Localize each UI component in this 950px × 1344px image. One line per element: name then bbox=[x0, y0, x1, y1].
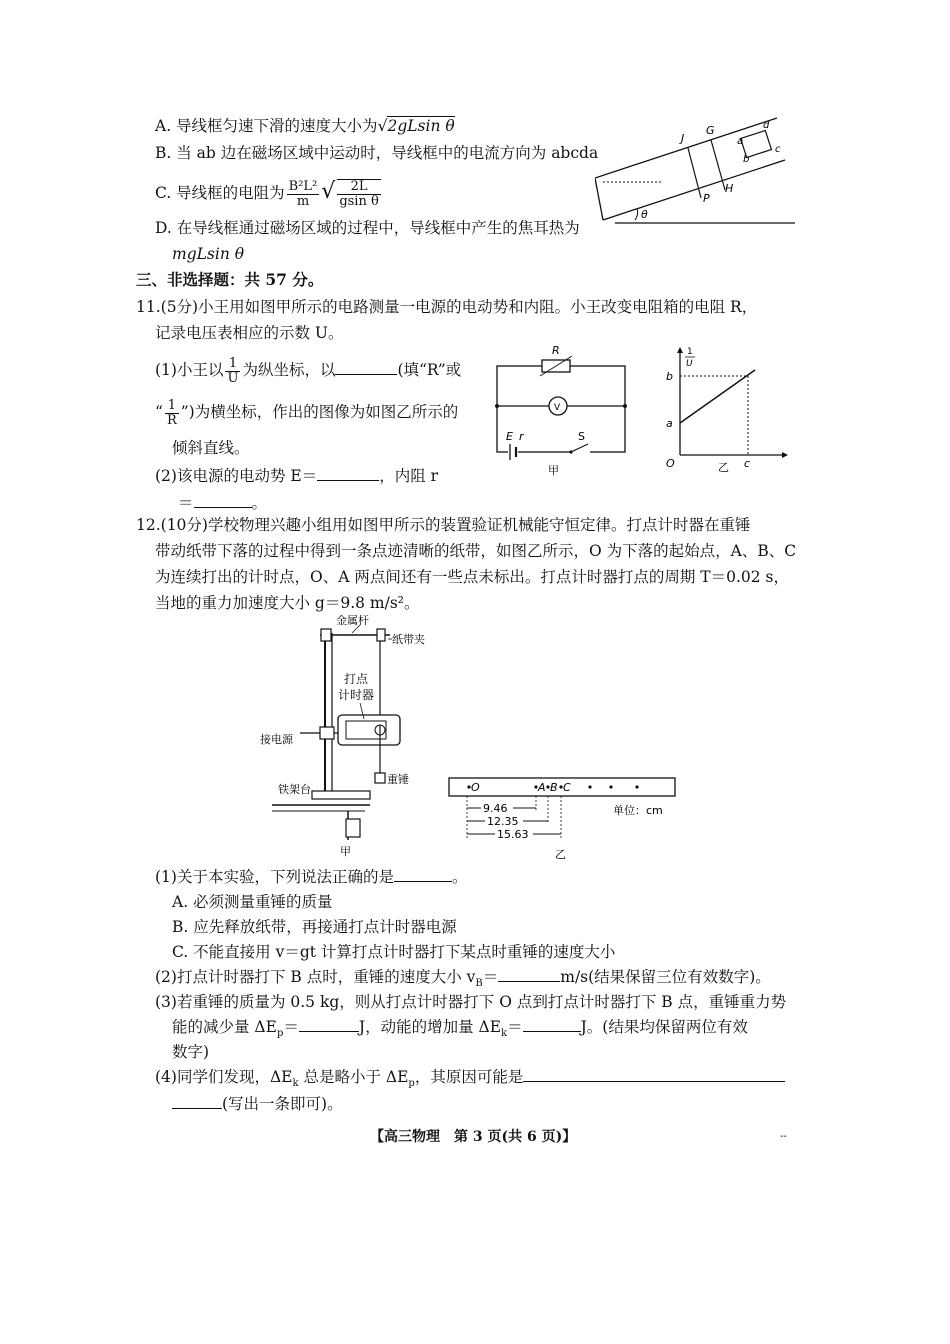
answer-blank-potential-energy[interactable] bbox=[299, 1017, 359, 1032]
label-a: a bbox=[666, 417, 673, 430]
rail-top bbox=[595, 118, 777, 178]
frac-num: B²L² bbox=[288, 178, 318, 194]
text: ＝ bbox=[482, 968, 499, 986]
q12-option-b: B. 应先释放纸带，再接通打点计时器电源 bbox=[172, 918, 457, 936]
label-j: J bbox=[681, 132, 685, 145]
answer-blank-velocity[interactable] bbox=[498, 967, 560, 982]
rail-end bbox=[595, 178, 603, 220]
subscript: p bbox=[276, 1028, 284, 1040]
subscript: k bbox=[292, 1078, 299, 1090]
corner-mark: -- bbox=[780, 1131, 787, 1142]
frac-den: U bbox=[227, 370, 239, 386]
q12-line3: 为连续打出的计时点，O、A 两点间还有一些点未标出。打点计时器打点的周期 T＝0.02 s， bbox=[155, 568, 789, 586]
option-a-root: 2gLsin θ bbox=[387, 117, 455, 135]
label-g: G bbox=[706, 124, 715, 137]
answer-blank-internal-resistance[interactable] bbox=[194, 493, 252, 508]
q11-part2-line2 bbox=[178, 493, 267, 513]
y-label-den: U bbox=[686, 359, 693, 369]
answer-blank-kinetic-energy[interactable] bbox=[523, 1017, 581, 1032]
weight-icon bbox=[375, 773, 385, 783]
q12-part1 bbox=[155, 867, 467, 887]
angle-arc bbox=[635, 209, 638, 220]
tape-figure bbox=[445, 770, 685, 865]
label-a: a bbox=[737, 136, 744, 147]
text: ，其原因可能是 bbox=[414, 1068, 524, 1086]
plot-line bbox=[680, 370, 755, 423]
text: m/s(结果保留三位有效数字)。 bbox=[560, 968, 771, 986]
label-power: 接电源 bbox=[260, 733, 293, 746]
dim-value-2: 12.35 bbox=[487, 815, 519, 828]
node-left bbox=[495, 404, 499, 408]
label-h: H bbox=[725, 182, 734, 195]
q11-part1-line3: 倾斜直线。 bbox=[172, 439, 250, 457]
label-o: O bbox=[471, 781, 480, 794]
text: (写出一条即可)。 bbox=[222, 1095, 343, 1113]
table-clamp bbox=[346, 819, 360, 837]
label-tape-clip: 纸带夹 bbox=[392, 633, 425, 646]
text: J。(结果均保留两位有效 bbox=[580, 1018, 748, 1036]
frac-num: 2L bbox=[337, 180, 380, 195]
label-c: c bbox=[775, 144, 781, 155]
q10-option-b: B. 当 ab 边在磁场区域中运动时，导线框中的电流方向为 abcda bbox=[155, 144, 599, 162]
label-e: E bbox=[506, 430, 513, 443]
label-o: O bbox=[666, 457, 675, 470]
frac-num: 1 bbox=[225, 357, 240, 372]
text: (2)该电源的电动势 E＝ bbox=[155, 467, 318, 485]
text: 。 bbox=[451, 868, 468, 886]
text: ＝ bbox=[283, 1018, 299, 1036]
answer-blank-emf[interactable] bbox=[317, 466, 379, 481]
q11-line2: 记录电压表相应的示数 U。 bbox=[155, 324, 344, 342]
option-c-text: C. 导线框的电阻为 bbox=[155, 184, 285, 202]
label-c: c bbox=[744, 457, 751, 470]
subscript: B bbox=[475, 978, 483, 990]
tape-clip-block bbox=[377, 629, 385, 641]
q10-option-d-line2: mgLsin θ bbox=[172, 245, 245, 263]
answer-blank-axis[interactable] bbox=[335, 360, 397, 375]
q11-part2-line1 bbox=[155, 466, 438, 486]
q12-part2 bbox=[155, 967, 771, 994]
q12-line1: 12.(10分)学校物理兴趣小组用如图甲所示的装置验证机械能守恒定律。打点计时器在重锤 bbox=[136, 516, 751, 534]
text: J，动能的增加量 ΔE bbox=[358, 1018, 502, 1036]
text: 为纵坐标，以 bbox=[242, 361, 336, 379]
q12-part4-line1 bbox=[155, 1067, 785, 1094]
y-label-num: 1 bbox=[687, 347, 693, 357]
label-timer-2: 计时器 bbox=[338, 688, 375, 702]
label-s: S bbox=[578, 430, 585, 443]
clamp-mid bbox=[320, 727, 334, 739]
x-axis-arrow bbox=[782, 452, 788, 458]
answer-blank-reason[interactable] bbox=[523, 1067, 785, 1082]
label-metal-rod: 金属杆 bbox=[336, 615, 369, 627]
label-b: b bbox=[666, 370, 673, 383]
label-b: b bbox=[743, 154, 750, 165]
label-a: A bbox=[538, 781, 546, 794]
dim-value-3: 15.63 bbox=[497, 828, 529, 841]
q10-option-a bbox=[155, 116, 455, 136]
answer-blank-reason-cont[interactable] bbox=[172, 1094, 222, 1109]
caption-yi: 乙 bbox=[718, 461, 729, 473]
sqrt-sign: √ bbox=[321, 179, 336, 204]
q12-part3-line3: 数字) bbox=[172, 1043, 210, 1061]
label-b: B bbox=[550, 781, 558, 794]
label-weight: 重锤 bbox=[387, 773, 409, 786]
label-stand: 铁架台 bbox=[278, 783, 311, 796]
caption-jia: 甲 bbox=[340, 845, 351, 858]
label-d: d bbox=[763, 120, 770, 131]
circuit-figure bbox=[492, 340, 632, 480]
text: ，内阻 r bbox=[379, 467, 439, 485]
stand-base bbox=[312, 791, 370, 799]
node-right bbox=[623, 404, 627, 408]
fraction-1-over-u bbox=[225, 357, 240, 386]
label-r: R bbox=[552, 344, 560, 357]
text: (填“R”或 bbox=[397, 361, 462, 379]
q12-option-a: A. 必须测量重锤的质量 bbox=[172, 893, 333, 911]
y-axis-arrow bbox=[677, 347, 683, 353]
incline-figure bbox=[595, 110, 795, 230]
q11-line1: 11.(5分)小王用如图甲所示的电路测量一电源的电动势和内阻。小王改变电阻箱的电阻 R， bbox=[136, 298, 758, 316]
frac-num: 1 bbox=[165, 399, 179, 414]
sqrt-sign: √ bbox=[377, 117, 388, 135]
text: 。 bbox=[251, 494, 268, 512]
answer-blank-part1[interactable] bbox=[394, 867, 452, 882]
switch-pivot bbox=[569, 450, 572, 453]
q12-part3-line1: (3)若重锤的质量为 0.5 kg，则从打点计时器打下 O 点到打点计时器打下 B 点，重锤重力势 bbox=[155, 993, 787, 1011]
text: ＝ bbox=[507, 1018, 523, 1036]
page-footer: 【高三物理 第 3 页(共 6 页)】 bbox=[370, 1129, 577, 1145]
q10-option-c bbox=[155, 172, 383, 212]
top-clamp-left bbox=[321, 629, 331, 641]
q12-line4: 当地的重力加速度大小 g＝9.8 m/s²。 bbox=[155, 594, 420, 612]
text: ”)为横坐标，作出的图像为如图乙所示的 bbox=[180, 403, 459, 421]
subscript: k bbox=[501, 1028, 508, 1040]
q12-part3-line2 bbox=[172, 1017, 748, 1044]
text: “ bbox=[155, 403, 163, 421]
q12-option-c: C. 不能直接用 v＝gt 计算打点计时器打下某点时重锤的速度大小 bbox=[172, 943, 616, 961]
q12-part4-line2 bbox=[172, 1094, 343, 1114]
label-c: C bbox=[563, 781, 571, 794]
label-timer-1: 打点 bbox=[344, 672, 369, 686]
apparatus-figure bbox=[240, 615, 440, 860]
unit-label: 单位：cm bbox=[613, 804, 663, 817]
dot-4 bbox=[588, 785, 591, 788]
text: (1)小王以 bbox=[155, 361, 224, 379]
text: (4)同学们发现，ΔE bbox=[155, 1068, 293, 1086]
fraction-1-over-r bbox=[165, 399, 179, 428]
frac-den: m bbox=[296, 193, 310, 209]
frac-den: R bbox=[166, 412, 177, 428]
q11-part1-line1 bbox=[155, 350, 461, 390]
linear-graph bbox=[660, 343, 790, 473]
switch-gap bbox=[570, 448, 590, 456]
voltmeter-label: V bbox=[554, 403, 561, 413]
subscript: p bbox=[408, 1078, 415, 1090]
q11-part1-line2 bbox=[155, 392, 458, 432]
caption-yi: 乙 bbox=[555, 848, 566, 861]
dim-value-1: 9.46 bbox=[483, 802, 508, 815]
text: (2)打点计时器打下 B 点时，重锤的速度大小 v bbox=[155, 968, 476, 986]
option-a-text: A. 导线框匀速下滑的速度大小为 bbox=[155, 117, 378, 135]
option-c-fraction bbox=[287, 180, 320, 209]
option-c-root-fraction bbox=[337, 179, 380, 209]
section-heading: 三、非选择题：共 57 分。 bbox=[136, 270, 324, 289]
frac-den: gsin θ bbox=[339, 194, 379, 209]
label-r-internal: r bbox=[519, 430, 524, 443]
q12-line2: 带动纸带下落的过程中得到一条点迹清晰的纸带，如图乙所示，O 为下落的起始点，A、B、C bbox=[155, 542, 797, 560]
text: 能的减少量 ΔE bbox=[172, 1018, 277, 1036]
dot-6 bbox=[635, 785, 638, 788]
text: (1)关于本实验，下列说法正确的是 bbox=[155, 868, 394, 886]
text: ＝ bbox=[178, 494, 194, 512]
label-p: P bbox=[703, 192, 710, 205]
dot-5 bbox=[609, 785, 612, 788]
text: 总是略小于 ΔE bbox=[298, 1068, 409, 1086]
q10-option-d-line1: D. 在导线框通过磁场区域的过程中，导线框中产生的焦耳热为 bbox=[155, 219, 580, 237]
caption-jia: 甲 bbox=[548, 464, 559, 477]
label-theta: θ bbox=[641, 208, 648, 221]
